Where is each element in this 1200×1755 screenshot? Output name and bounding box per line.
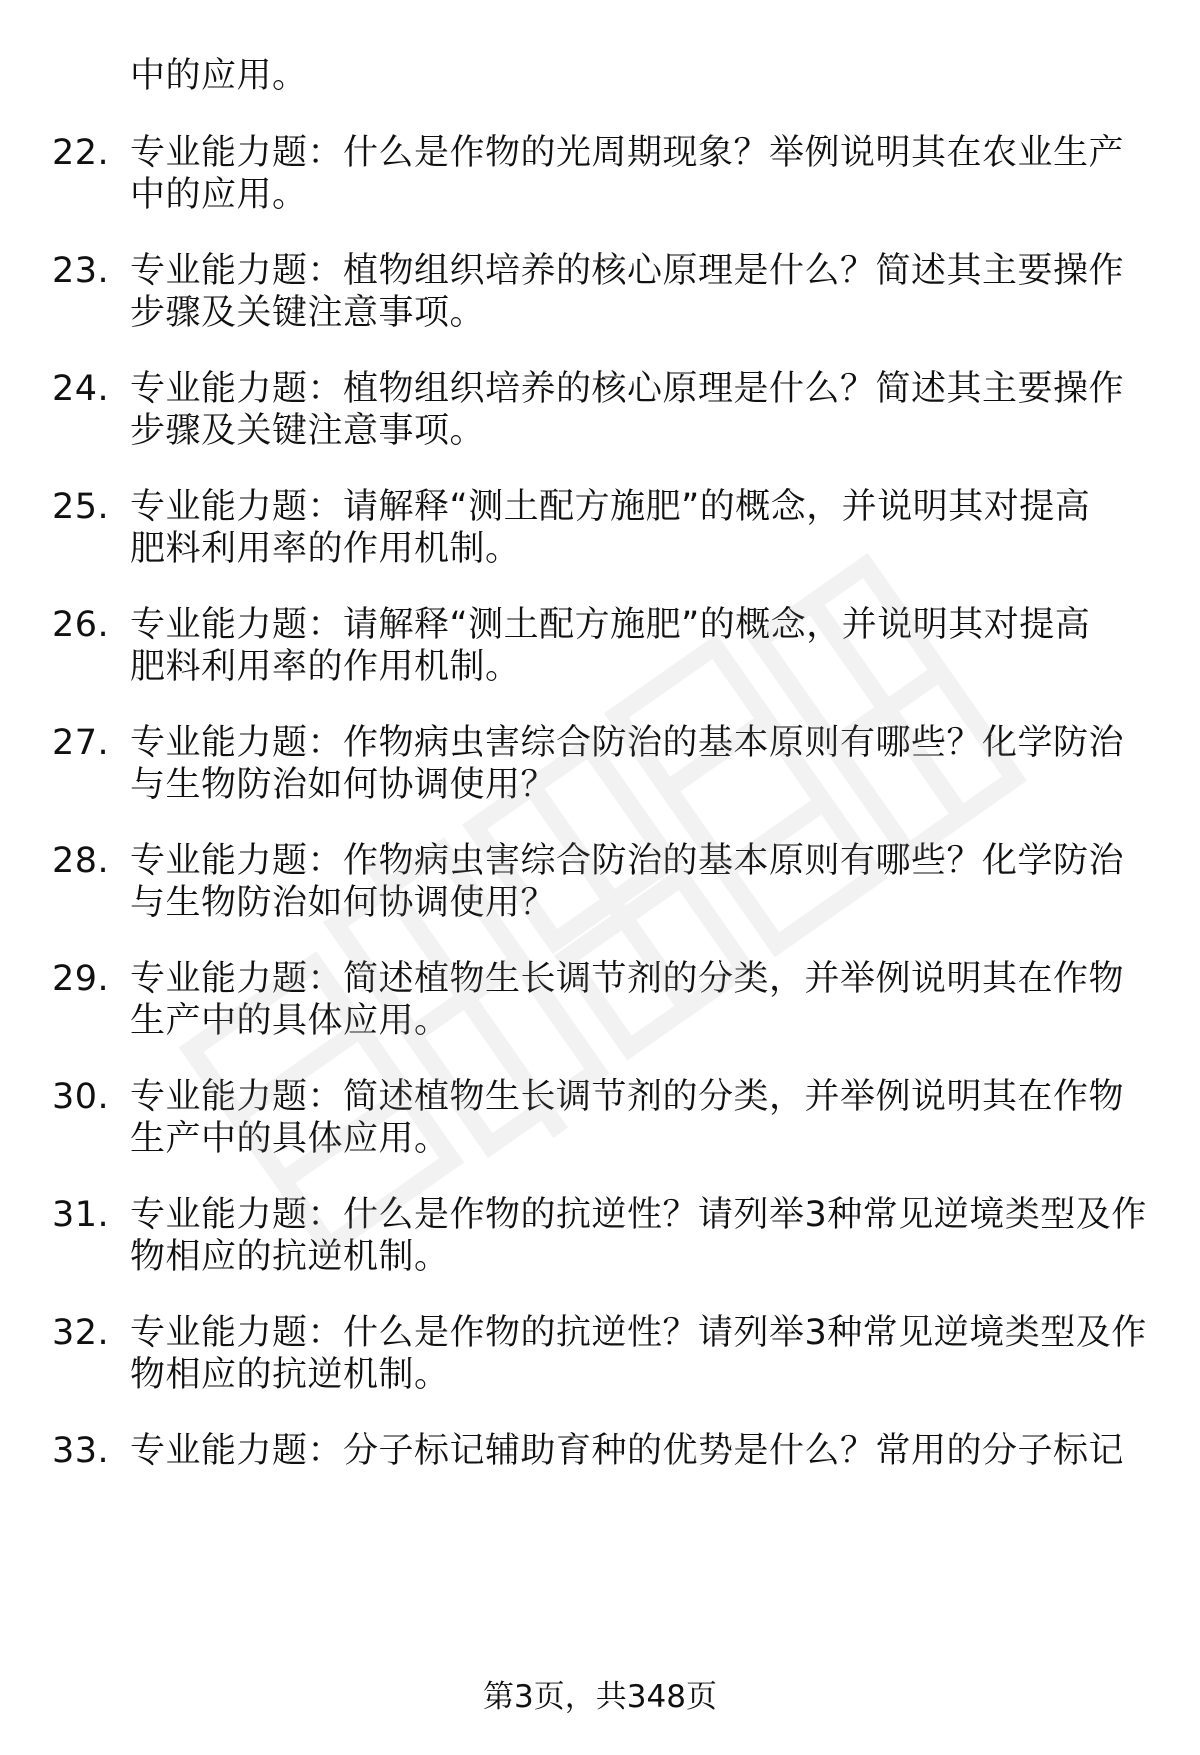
question-text: 专业能力题：作物病虫害综合防治的基本原则有哪些？化学防治: [130, 723, 1125, 763]
question-number: 25.: [52, 487, 110, 527]
question-number: 28.: [52, 841, 110, 881]
question-text: 专业能力题：请解释“测土配方施肥”的概念，并说明其对提高: [130, 487, 1091, 527]
question-continuation: 中的应用。: [130, 56, 308, 96]
question-continuation: 与生物防治如何协调使用？: [130, 765, 557, 805]
question-text: 专业能力题：请解释“测土配方施肥”的概念，并说明其对提高: [130, 605, 1091, 645]
question-number: 23.: [52, 251, 110, 291]
question-text: 专业能力题：植物组织培养的核心原理是什么？简述其主要操作: [130, 251, 1125, 291]
question-number: 26.: [52, 605, 110, 645]
question-continuation: 肥料利用率的作用机制。: [130, 647, 521, 687]
question-continuation: 物相应的抗逆机制。: [130, 1355, 450, 1395]
question-text: 专业能力题：什么是作物的抗逆性？请列举3种常见逆境类型及作: [130, 1313, 1147, 1353]
question-number: 22.: [52, 133, 110, 173]
question-number: 30.: [52, 1077, 110, 1117]
question-continuation: 步骤及关键注意事项。: [130, 293, 486, 333]
question-number: 32.: [52, 1313, 110, 1353]
question-text: 专业能力题：什么是作物的抗逆性？请列举3种常见逆境类型及作: [130, 1195, 1147, 1235]
question-number: 27.: [52, 723, 110, 763]
question-number: 33.: [52, 1431, 110, 1471]
question-number: 24.: [52, 369, 110, 409]
question-text: 专业能力题：简述植物生长调节剂的分类，并举例说明其在作物: [130, 1077, 1125, 1117]
question-continuation: 生产中的具体应用。: [130, 1119, 450, 1159]
question-text: 专业能力题：植物组织培养的核心原理是什么？简述其主要操作: [130, 369, 1125, 409]
question-continuation: 与生物防治如何协调使用？: [130, 883, 557, 923]
question-text: 专业能力题：分子标记辅助育种的优势是什么？常用的分子标记: [130, 1431, 1125, 1471]
question-text: 专业能力题：简述植物生长调节剂的分类，并举例说明其在作物: [130, 959, 1125, 999]
question-text: 专业能力题：作物病虫害综合防治的基本原则有哪些？化学防治: [130, 841, 1125, 881]
question-continuation: 步骤及关键注意事项。: [130, 411, 486, 451]
question-continuation: 肥料利用率的作用机制。: [130, 529, 521, 569]
question-continuation: 物相应的抗逆机制。: [130, 1237, 450, 1277]
page-number-footer: 第3页，共348页: [483, 1679, 717, 1715]
question-number: 29.: [52, 959, 110, 999]
question-continuation: 生产中的具体应用。: [130, 1001, 450, 1041]
question-text: 专业能力题：什么是作物的光周期现象？举例说明其在农业生产: [130, 133, 1125, 173]
question-continuation: 中的应用。: [130, 175, 308, 215]
question-number: 31.: [52, 1195, 110, 1235]
